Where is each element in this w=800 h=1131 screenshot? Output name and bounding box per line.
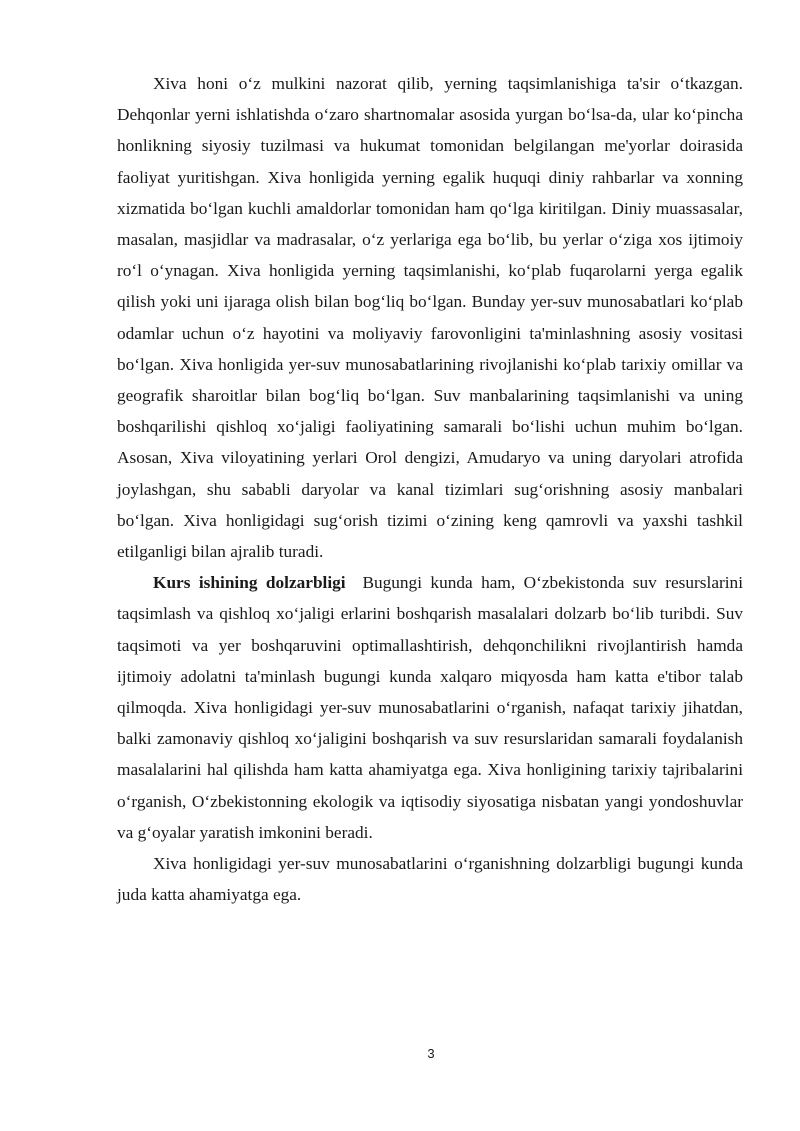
paragraph-2: [117, 567, 748, 848]
body-text: [117, 68, 748, 910]
paragraph-1: [117, 68, 743, 567]
paragraph-3-text: Xiva honligidagi yer-suv munosabatlarini o‘rganishning dolzarbligi bugungi kunda juda katta ahamiyatga ega.: [117, 854, 743, 905]
paragraph-2-text: Bugungi kunda ham, O‘zbekistonda suv resurslarini taqsimlash va qishloq xo‘jaligi erlarini boshqarish masalalari dolzarb bo‘lib turibdi. Suv taqsimoti va yer boshqaruvini optimallashtirish, dehqonchilikni rivojlantirish hamda ijtimoiy adolatni ta'minlash bugungi kunda xalqaro miqyosda ham katta e'tibor talab qilmoqda. Xiva honligidagi yer-suv munosabatlarini o‘rganish, nafaqat tarixiy jihatdan, balki zamonaviy qishloq xo‘jaligini boshqarish va suv resurslaridan samarali foydalanish masalalarini hal qilishda ham katta ahamiyatga ega. Xiva honligining tarixiy tajribalarini o‘rganish, O‘zbekistonning ekologik va iqtisodiy siyosatiga nisbatan yangi yondoshuvlar va g‘oyalar yaratish imkonini beradi.: [117, 573, 748, 842]
paragraph-2-heading: Kurs ishining dolzarbligi: [153, 573, 346, 593]
page-number: 3: [427, 1046, 435, 1061]
paragraph-1-text: Xiva honi o‘z mulkini nazorat qilib, yerning taqsimlanishiga ta'sir o‘tkazgan. Dehqonlar yerni ishlatishda o‘zaro shartnomalar asosida yurgan bo‘lsa-da, ular ko‘pincha honlikning siyosiy tuzilmasi va hukumat tomonidan belgilangan me'yorlar doirasida faoliyat yuritishgan. Xiva honligida yerning egalik huquqi diniy rahbarlar va xonning xizmatida bo‘lgan kuchli amaldorlar tomonidan ham qo‘lga kiritilgan. Diniy muassasalar, masalan, masjidlar va madrasalar, o‘z yerlariga ega bo‘lib, bu yerlar o‘ziga xos ijtimoiy ro‘l o‘ynagan. Xiva honligida yerning taqsimlanishi, ko‘plab fuqarolarni yerga egalik qilish yoki uni ijaraga olish bilan bog‘liq bo‘lgan. Bunday yer-suv munosabatlari ko‘plab odamlar uchun o‘z hayotini va moliyaviy farovonligini ta'minlashning asosiy vositasi bo‘lgan. Xiva honligida yer-suv munosabatlarining rivojlanishi ko‘plab tarixiy omillar va geografik sharoitlar bilan bog‘liq bo‘lgan. Suv manbalarining taqsimlanishi va uning boshqarilishi qishloq xo‘jaligi faoliyatining samarali bo‘lishi uchun muhim bo‘lgan. Asosan, Xiva viloyatining yerlari Orol dengizi, Amudaryo va uning daryolari atrofida joylashgan, shu sababli daryolar va kanal tizimlari sug‘orishning asosiy manbalari bo‘lgan. Xiva honligidagi sug‘orish tizimi o‘zining keng qamrovli va yaxshi tashkil etilganligi bilan ajralib turadi.: [117, 74, 743, 562]
paragraph-3: [117, 848, 743, 910]
